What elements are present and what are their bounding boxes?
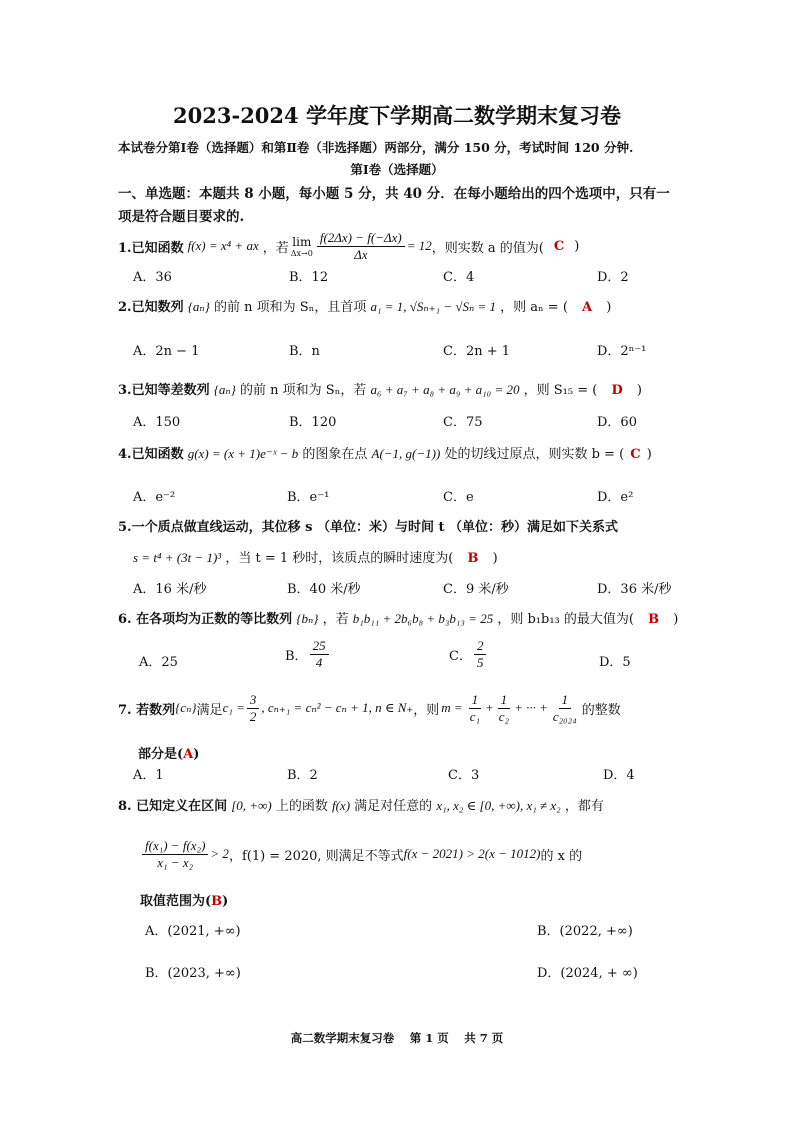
- q5-answer: B: [467, 551, 479, 566]
- q2-sequence: {aₙ}: [187, 299, 210, 314]
- q6-option-d: D．5: [599, 655, 631, 670]
- q1-denominator: Δx: [354, 246, 368, 262]
- q7-m: m =: [441, 700, 463, 715]
- question-8: [118, 795, 604, 814]
- q8-mid: 上的函数: [275, 799, 328, 814]
- q6-close: ): [673, 612, 679, 627]
- q1-prefix: 1.已知函数: [118, 240, 184, 256]
- q5-option-a: A．16 米/秒: [133, 582, 207, 597]
- q2-prefix: 2.已知数列: [118, 300, 184, 315]
- q7-option-d: D．4: [603, 768, 635, 783]
- q3-answer: D: [611, 383, 623, 398]
- page-footer: 高二数学期末复习卷 第 1 页 共 7 页: [290, 1031, 504, 1045]
- q8-denominator: x₁ − x₂: [157, 854, 194, 870]
- q3-option-a: A．150: [133, 415, 181, 430]
- q3-option-c: C．75: [443, 415, 483, 430]
- q8-function: f(x): [331, 798, 351, 813]
- q8-inequality: f(x − 2021) > 2(x − 1012): [403, 846, 541, 861]
- q7-option-a: A．1: [133, 768, 164, 783]
- q7-dots: + ··· +: [514, 700, 548, 715]
- q4-answer: C: [630, 447, 641, 462]
- q4-post: 处的切线过原点，则实数 b = (: [444, 447, 625, 462]
- q4-option-a: A．e⁻²: [133, 490, 176, 505]
- q2-answer: A: [582, 300, 593, 315]
- q8-gt: > 2: [210, 846, 229, 861]
- q6-condition: b₁b₁₁ + 2b₆b₈ + b₃b₁₃ = 25: [352, 611, 494, 626]
- q5-option-b: B．40 米/秒: [287, 582, 361, 597]
- q1-option-c: C．4: [443, 270, 475, 285]
- q3-option-b: B．120: [289, 415, 337, 430]
- question-2: [118, 296, 611, 315]
- q8-interval: [0, +∞): [231, 798, 272, 813]
- q8-option-d: D．(2024, + ∞): [537, 966, 638, 981]
- q7-sequence: {cₙ}: [175, 700, 197, 715]
- q7-term1-num: 1: [469, 692, 482, 709]
- q3-condition: a₆ + a₇ + a₈ + a₉ + a₁₀ = 20: [370, 382, 520, 397]
- q1-lim-sub: Δx→0: [290, 248, 313, 258]
- q7-option-b: B．2: [287, 768, 318, 783]
- q5-post: ，当 t = 1 秒时，该质点的瞬时速度为(: [225, 551, 454, 566]
- q8-cond2: ，f(1) = 2020, 则满足不等式: [228, 848, 404, 864]
- q5-line1: 5.一个质点做直线运动，其位移 s （单位：米）与时间 t （单位：秒）满足如下关系式: [118, 520, 618, 535]
- q7-close: ): [193, 747, 200, 762]
- section1-heading-line1: 一、单选题：本题共 8 小题，每小题 5 分，共 40 分．在每小题给出的四个选项中，只有一: [118, 186, 670, 202]
- q1-option-b: B．12: [289, 270, 329, 285]
- q6-sequence: {bₙ}: [296, 611, 319, 626]
- q6-answer: B: [648, 612, 660, 627]
- q6-option-b-num: 25: [310, 638, 329, 655]
- q7-line2: [138, 743, 199, 762]
- q7-recurrence: , cₙ₊₁ = cₙ² − cₙ + 1, n ∈ N₊: [261, 700, 414, 715]
- q1-equals: = 12: [406, 238, 432, 253]
- q8-post: ，都有: [564, 799, 604, 814]
- q6-mid: ，若: [322, 612, 349, 627]
- q1-post: ，则实数 a 的值为(: [431, 240, 544, 256]
- q6-option-b: [285, 638, 331, 671]
- q2-option-d: D．2ⁿ⁻¹: [597, 344, 647, 359]
- q8-close: ): [222, 894, 229, 909]
- q7-answer: A: [183, 747, 194, 762]
- q3-mid: 的前 n 项和为 Sₙ，若: [240, 383, 367, 398]
- section1-heading-line2: 项是符合题目要求的.: [118, 209, 245, 225]
- q7-prefix: 7. 若数列: [118, 702, 176, 718]
- q8-option-b: B．(2022, +∞): [537, 924, 633, 939]
- q7-option-c: C．3: [448, 768, 480, 783]
- q7-term1-den: c₁: [469, 708, 480, 724]
- q5-close: ): [492, 551, 498, 566]
- q4-option-c: C．e: [443, 490, 474, 505]
- q2-option-a: A．2n − 1: [133, 344, 200, 359]
- q3-close: ): [636, 383, 642, 398]
- q6-option-c-num: 2: [474, 638, 487, 655]
- q6-option-c: [449, 638, 488, 671]
- q8-answer: B: [211, 894, 223, 909]
- question-3: [118, 379, 642, 398]
- q7-term3-num: 1: [559, 692, 572, 709]
- question-4: [118, 443, 652, 462]
- q7-c1: c₁ =: [222, 700, 245, 715]
- question-7: [118, 688, 621, 728]
- q6-option-b-label: B．: [285, 649, 308, 664]
- q3-sequence: {aₙ}: [213, 382, 236, 397]
- q5-option-d: D．36 米/秒: [597, 582, 672, 597]
- q6-option-c-label: C．: [449, 649, 472, 664]
- exam-intro: 本试卷分第Ⅰ卷（选择题）和第Ⅱ卷（非选择题）两部分，满分 150 分，考试时间 120 分钟.: [118, 140, 634, 155]
- q4-point: A(−1, g(−1)): [371, 446, 441, 461]
- q8-prefix: 8. 已知定义在区间: [118, 799, 228, 814]
- q8-line3: [140, 890, 228, 909]
- question-1: [118, 228, 579, 264]
- q2-condition: a₁ = 1, √Sₙ₊₁ − √Sₙ = 1: [370, 299, 497, 314]
- q7-mid2: ，则: [413, 702, 440, 718]
- q1-lim: lim: [292, 234, 312, 249]
- q2-post: ，则 aₙ = (: [500, 300, 568, 315]
- q7-plus: +: [484, 700, 494, 715]
- q8-mid2: 满足对任意的: [354, 799, 433, 814]
- q1-option-d: D．2: [597, 270, 629, 285]
- q5-option-c: C．9 米/秒: [443, 582, 509, 597]
- q4-prefix: 4.已知函数: [118, 447, 184, 462]
- q8-numerator: f(x₁) − f(x₂): [142, 838, 208, 855]
- q1-function: f(x) = x⁴ + ax: [187, 238, 259, 253]
- q2-close: ): [606, 300, 612, 315]
- question-6: [118, 608, 678, 627]
- q7-term2-num: 1: [498, 692, 511, 709]
- q6-option-c-den: 5: [476, 655, 484, 670]
- q4-function: g(x) = (x + 1)e⁻ˣ − b: [187, 446, 299, 461]
- q2-option-b: B．n: [289, 344, 320, 359]
- q8-line2: [140, 834, 582, 874]
- q8-condition: x₁, x₂ ∈ [0, +∞), x₁ ≠ x₂: [436, 798, 561, 813]
- q1-mid: ，若: [262, 240, 289, 256]
- q4-close: ): [646, 447, 652, 462]
- q3-prefix: 3.已知等差数列: [118, 383, 210, 398]
- q5-formula: s = t⁴ + (3t − 1)³: [133, 550, 222, 565]
- q1-close: ): [574, 238, 580, 254]
- q1-option-a: A．36: [133, 270, 172, 285]
- q8-option-a: A．(2021, +∞): [145, 924, 241, 939]
- q4-mid: 的图象在点: [302, 447, 368, 462]
- page-title: 2023-2024 学年度下学期高二数学期末复习卷: [173, 103, 621, 128]
- q6-option-b-den: 4: [315, 655, 323, 670]
- q8-line3-text: 取值范围为(: [140, 894, 212, 909]
- q7-term3-den: c₂₀₂₄: [552, 708, 577, 724]
- q8-post2: 的 x 的: [540, 848, 583, 864]
- q8-option-c: B．(2023, +∞): [145, 966, 241, 981]
- q2-option-c: C．2n + 1: [443, 344, 511, 359]
- q1-numerator: f(2Δx) − f(−Δx): [317, 230, 405, 247]
- q3-option-d: D．60: [597, 415, 637, 430]
- q7-post: 的整数: [581, 702, 621, 718]
- question-5: [133, 547, 498, 566]
- q2-mid: 的前 n 项和为 Sₙ，且首项: [214, 300, 367, 315]
- q7-line2-text: 部分是(: [138, 747, 184, 762]
- part1-heading: 第Ⅰ卷（选择题）: [350, 162, 444, 177]
- q7-term2-den: c₂: [498, 708, 510, 724]
- q6-prefix: 6. 在各项均为正数的等比数列: [118, 612, 293, 627]
- q7-c1-num: 3: [247, 692, 260, 709]
- q4-option-d: D．e²: [597, 490, 634, 505]
- q1-answer: C: [553, 238, 565, 254]
- q6-option-a: A．25: [139, 655, 178, 670]
- q7-mid: 满足: [196, 702, 223, 718]
- q6-post: ，则 b₁b₁₃ 的最大值为(: [497, 612, 634, 627]
- q7-c1-den: 2: [249, 708, 257, 724]
- q3-post: ，则 S₁₅ = (: [523, 383, 598, 398]
- q4-option-b: B．e⁻¹: [287, 490, 330, 505]
